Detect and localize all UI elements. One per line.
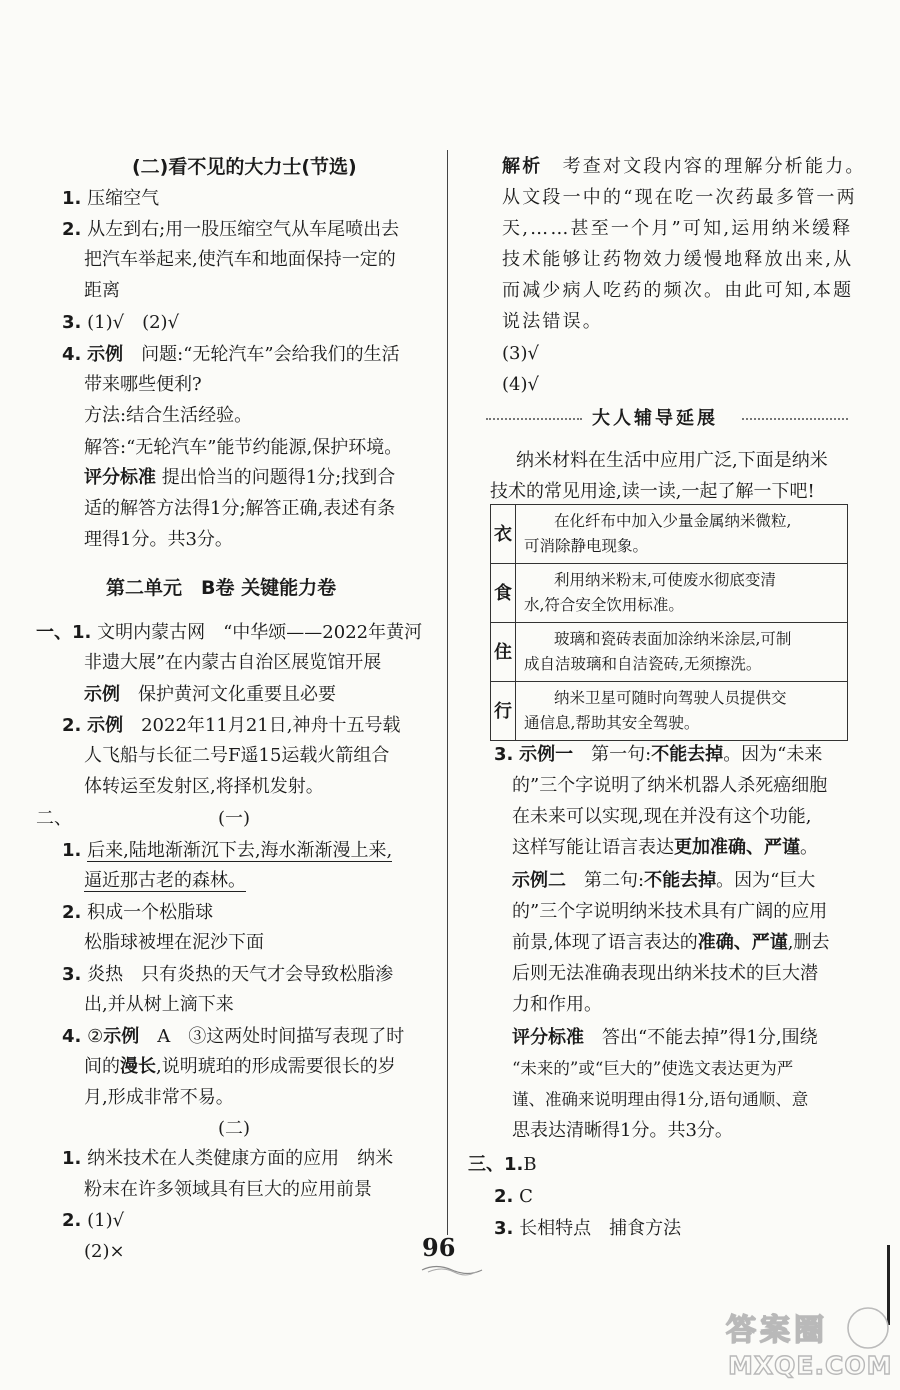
answer-line: 后则无法准确表现出纳米技术的巨大潜 — [512, 963, 818, 984]
part-title: (二) — [218, 1118, 251, 1139]
table-row — [491, 505, 848, 564]
extension-text: 纳米材料在生活中应用广泛,下面是纳米 — [516, 450, 828, 471]
answer-line: 思表达清晰得1分。共3分。 — [512, 1120, 733, 1141]
answer-item: 3. 炎热 只有炎热的天气才会导致松脂渗 — [62, 964, 394, 985]
scoring-criteria: 评分标准 答出“不能去掉”得1分,围绕 — [512, 1027, 818, 1048]
answer-item: 示例二 第二句:不能去掉。因为“巨大 — [512, 870, 816, 891]
table-key: 衣 — [491, 505, 516, 564]
answer-item: 2. 从左到右;用一股压缩空气从车尾喷出去 — [62, 219, 400, 240]
table-cell: 纳米卫星可随时向驾驶人员提供交 通信息,帮助其安全驾驶。 — [516, 682, 848, 741]
answer-line: 月,形成非常不易。 — [84, 1087, 234, 1108]
answer-line: 非遗大展”在内蒙古自治区展览馆开展 — [84, 652, 382, 673]
answer-line: “未来的”或“巨大的”使选文表达更为严 — [512, 1059, 794, 1078]
table-cell: 玻璃和瓷砖表面加涂纳米涂层,可制 成自洁玻璃和自洁瓷砖,无须擦洗。 — [516, 623, 848, 682]
extension-text: 技术的常见用途,读一读,一起了解一下吧! — [490, 481, 815, 502]
answer-item: (4)√ — [502, 374, 539, 395]
table-row — [491, 682, 848, 741]
analysis: 解析 考查对文段内容的理解分析能力。 — [502, 156, 866, 177]
scoring-criteria: 评分标准 提出恰当的问题得1分;找到合 — [84, 467, 396, 488]
page-number: 96 — [422, 1233, 456, 1262]
answer-item: 1. 纳米技术在人类健康方面的应用 纳米 — [62, 1148, 394, 1169]
answer-line: 的”三个字说明了纳米机器人杀死癌细胞 — [512, 775, 828, 796]
answer-line: 说法错误。 — [502, 311, 603, 332]
table-row — [491, 623, 848, 682]
answer-line: 方法:结合生活经验。 — [84, 405, 253, 426]
table-row — [491, 564, 848, 623]
answer-item: (3)√ — [502, 343, 539, 364]
answer-line: 理得1分。共3分。 — [84, 529, 233, 550]
answer-line: 而减少病人吃药的频次。由此可知,本题 — [502, 280, 854, 301]
answer-line: 在未来可以实现,现在并没有这个功能, — [512, 806, 812, 827]
answer-line: 把汽车举起来,使汽车和地面保持一定的 — [84, 249, 396, 270]
answer-line: 示例 保护黄河文化重要且必要 — [84, 684, 336, 705]
answer-line: 谨、准确来说明理由得1分,语句通顺、意 — [512, 1090, 809, 1109]
answer-item: 2. C — [494, 1186, 533, 1207]
answer-item: 4. ②示例 A ③这两处时间描写表现了时 — [62, 1026, 405, 1047]
answer-item: 4. 示例 问题:“无轮汽车”会给我们的生活 — [62, 344, 400, 365]
answer-line: 技术能够让药物效力缓慢地释放出来,从 — [502, 249, 854, 270]
answer-item: 2. 积成一个松脂球 — [62, 902, 214, 923]
table-key: 住 — [491, 623, 516, 682]
answer-item: 1. 后来,陆地渐渐沉下去,海水渐渐漫上来, — [62, 840, 393, 861]
answer-line: 前景,体现了语言表达的准确、严谨,删去 — [512, 932, 830, 953]
answer-line: 粉末在许多领域具有巨大的应用前景 — [84, 1179, 372, 1200]
answer-line: 体转运至发射区,将择机发射。 — [84, 776, 324, 797]
unit-title: 第二单元 B卷 关键能力卷 — [106, 577, 337, 599]
answer-line: 解答:“无轮汽车”能节约能源,保护环境。 — [84, 437, 403, 458]
answer-item: 1. 压缩空气 — [62, 188, 160, 209]
answer-line: (2)× — [84, 1241, 125, 1262]
answer-line: 间的漫长,说明琥珀的形成需要很长的岁 — [84, 1056, 396, 1077]
answer-line: 力和作用。 — [512, 994, 602, 1015]
answer-item: 3. (1)√ (2)√ — [62, 312, 180, 333]
table-cell: 在化纤布中加入少量金属纳米微粒, 可消除静电现象。 — [516, 505, 848, 564]
answer-line: 天,……甚至一个月”可知,运用纳米缓释 — [502, 218, 853, 239]
answer-line: 逼近那古老的森林。 — [84, 870, 246, 891]
answer-line: 松脂球被埋在泥沙下面 — [84, 932, 264, 953]
answer-item: 3. 长相特点 捕食方法 — [494, 1218, 682, 1239]
answer-line: 的”三个字说明纳米技术具有广阔的应用 — [512, 901, 828, 922]
answer-item: 三、1.B — [468, 1154, 537, 1175]
svg-text:MXQE.COM: MXQE.COM — [728, 1351, 892, 1380]
answer-line: 带来哪些便利? — [84, 374, 202, 395]
extension-header: 大人辅导延展 — [486, 404, 848, 434]
watermark-logo-icon — [722, 1304, 892, 1382]
table-key: 食 — [491, 564, 516, 623]
table-key: 行 — [491, 682, 516, 741]
column-divider — [447, 150, 448, 1235]
answer-item: 一、1. 文明内蒙古网 “中华颂——2022年黄河 — [36, 622, 423, 643]
svg-text:答案圈: 答案圈 — [726, 1313, 828, 1348]
answer-line: 适的解答方法得1分;解答正确,表述有条 — [84, 498, 396, 519]
table-cell: 利用纳米粉末,可使废水彻底变清 水,符合安全饮用标准。 — [516, 564, 848, 623]
answer-line: 出,并从树上滴下来 — [84, 994, 234, 1015]
answer-line: 距离 — [84, 280, 120, 301]
answer-line: 人飞船与长征二号F遥15运载火箭组合 — [84, 745, 390, 766]
nano-usage-table — [490, 504, 848, 741]
ornament-icon — [420, 1263, 484, 1277]
section-number: 二、 — [36, 808, 72, 829]
section-title: (二)看不见的大力士(节选) — [132, 156, 357, 178]
answer-item: 3. 示例一 第一句:不能去掉。因为“未来 — [494, 744, 823, 765]
answer-item: 2. (1)√ — [62, 1210, 125, 1231]
answer-item: 2. 示例 2022年11月21日,神舟十五号载 — [62, 715, 401, 736]
answer-line: 从文段一中的“现在吃一次药最多管一两 — [502, 187, 857, 208]
part-title: (一) — [218, 808, 251, 829]
answer-line: 这样写能让语言表达更加准确、严谨。 — [512, 837, 818, 858]
